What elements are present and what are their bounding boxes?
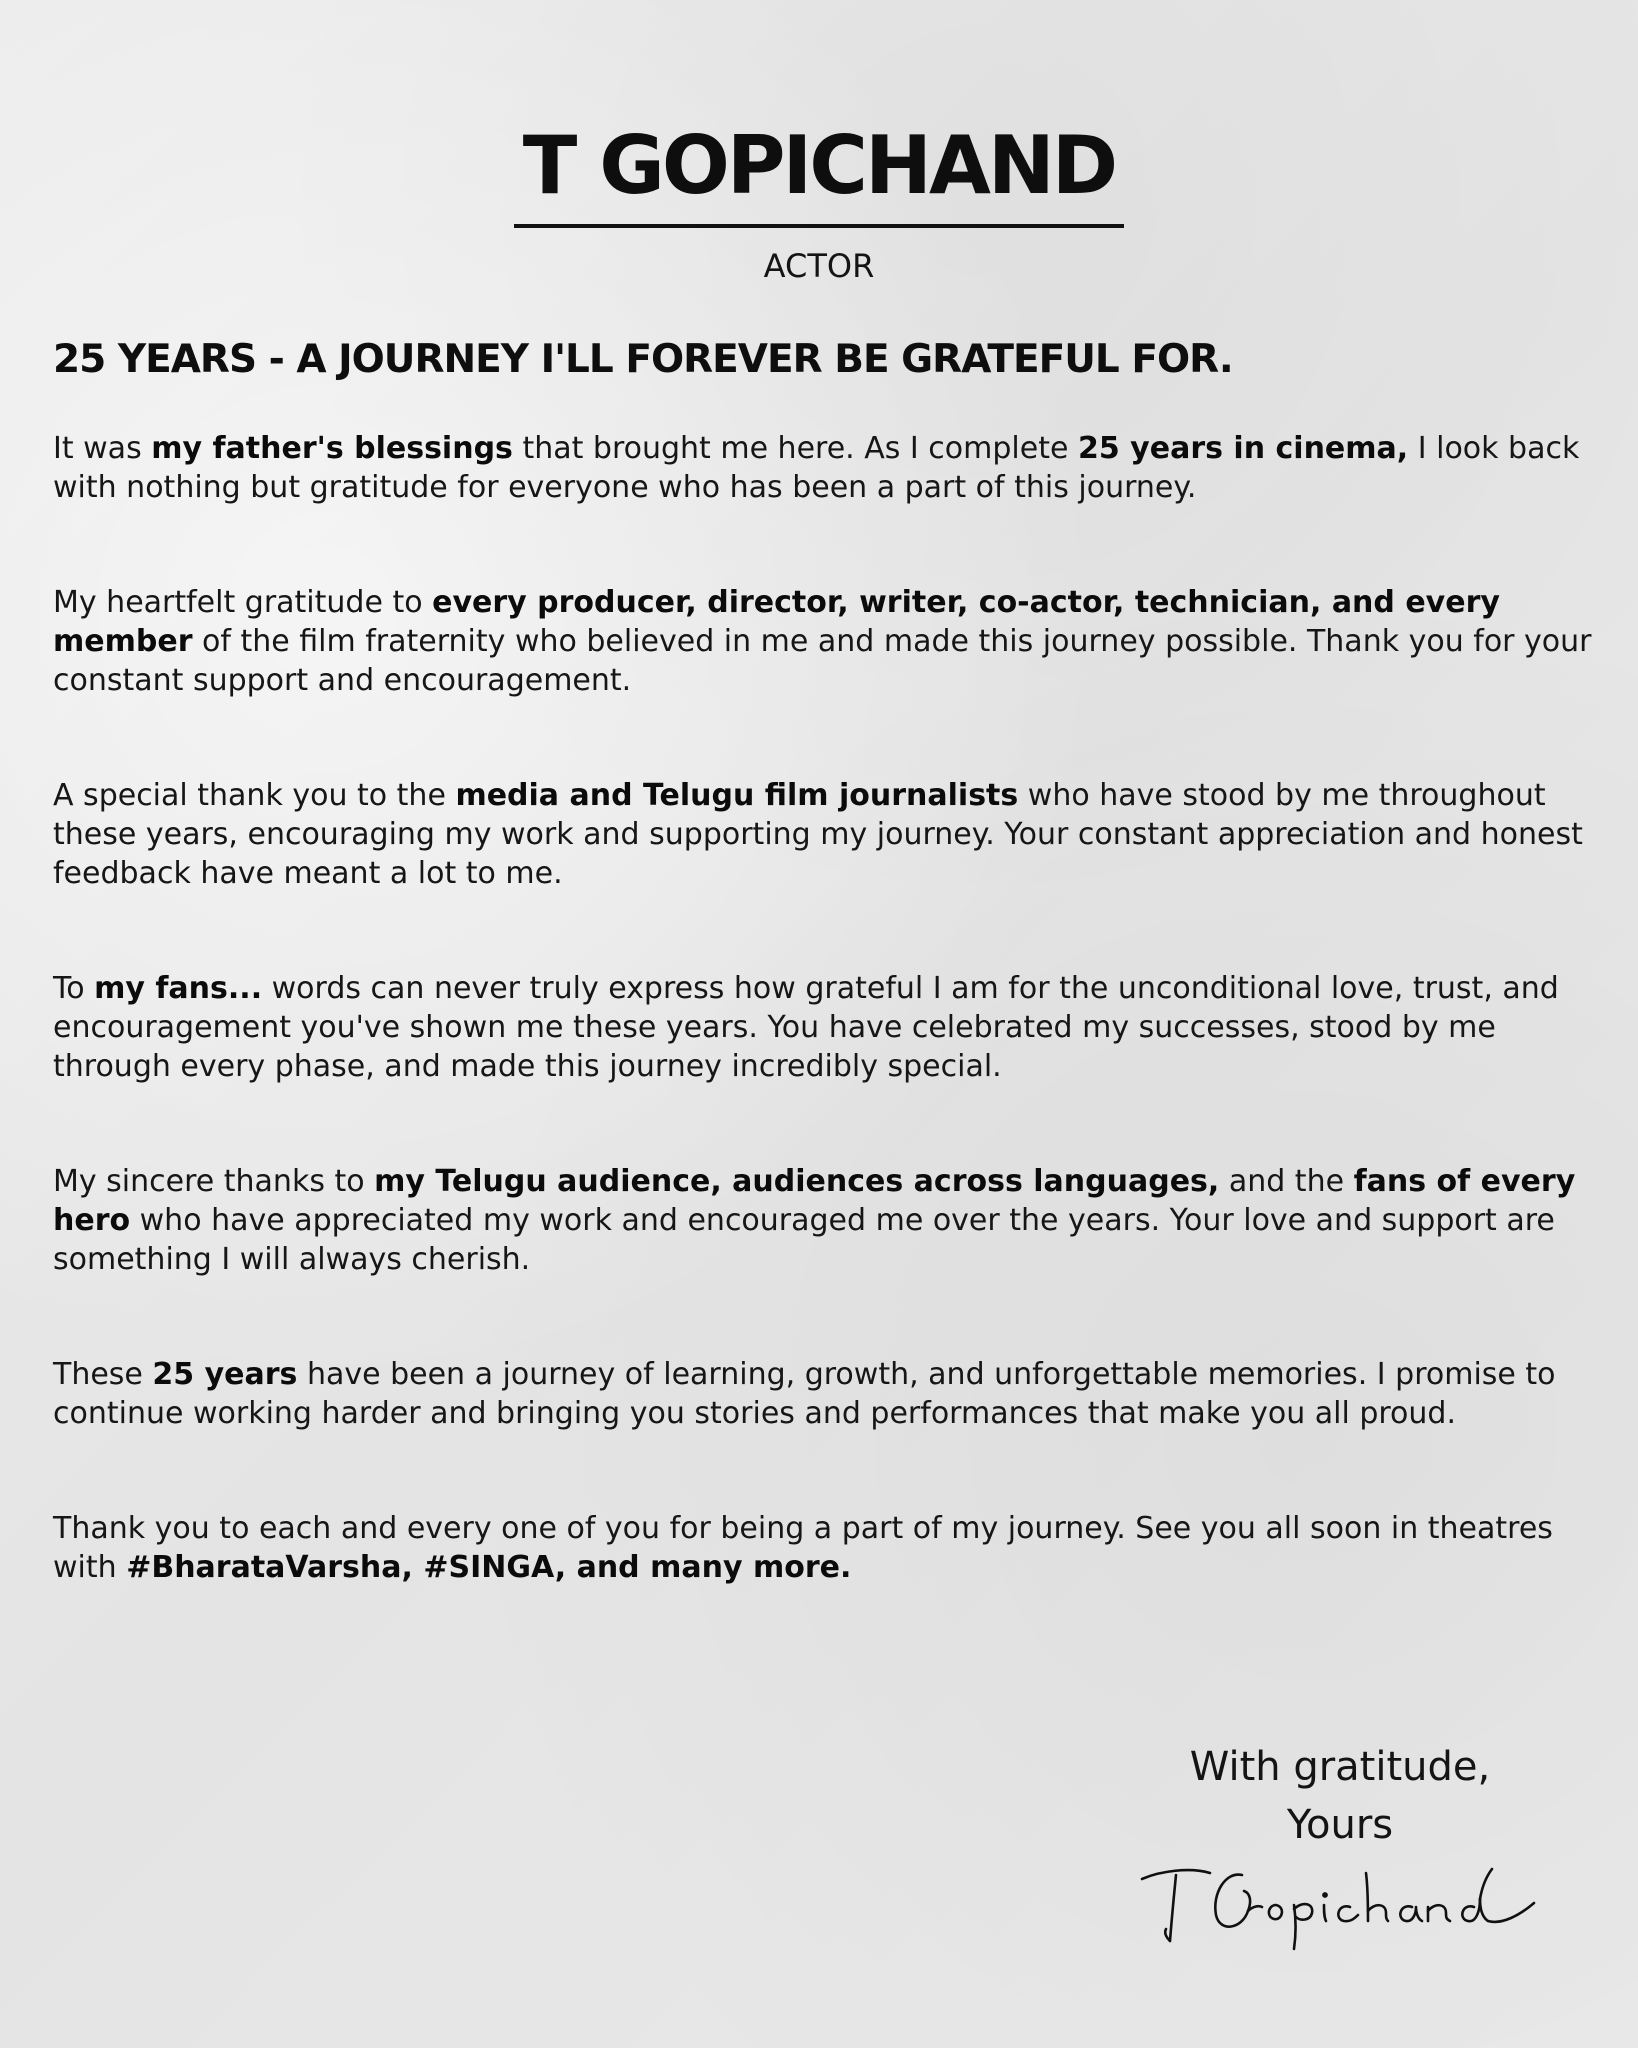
bold-text: #BharataVarsha, #SINGA, and many more. [126, 1550, 852, 1585]
paragraph [53, 1162, 1593, 1279]
text-segment: who have appreciated my work and encouraged me over the years. Your love and support are something I will always cherish. [53, 1203, 1555, 1277]
header-divider [514, 224, 1124, 228]
closing-line-yours: Yours [1286, 1802, 1394, 1848]
paragraph-list [53, 429, 1593, 1587]
text-segment: have been a journey of learning, growth, and unforgettable memories. I promise to continue working harder and bringing you stories and performances that make you all proud. [53, 1357, 1556, 1431]
text-segment: words can never truly express how grateful I am for the unconditional love, trust, and encouragement you've shown me these years. You have celebrated my successes, stood by me through every phase, and made this journey incredibly special. [53, 971, 1559, 1084]
paragraph [53, 1355, 1593, 1433]
text-segment: who have stood by me throughout these years, encouraging my work and supporting my journey. Your constant appreciation and honest feedback have meant a lot to me. [53, 778, 1583, 891]
author-name: T GOPICHAND [522, 119, 1116, 212]
paragraph [53, 583, 1593, 700]
text-segment: My sincere thanks to [53, 1164, 375, 1199]
text-segment: I look back with nothing but gratitude for everyone who has been a part of this journey. [53, 431, 1580, 505]
bold-text: 25 years [152, 1357, 298, 1392]
text-segment: Thank you to each and every one of you for being a part of my journey. See you all soon in theatres with [53, 1511, 1553, 1585]
text-segment: It was [53, 431, 152, 466]
author-role: ACTOR [763, 247, 875, 285]
closing-block [1130, 1738, 1550, 1854]
letter-body [53, 335, 1593, 1587]
closing-line-gratitude: With gratitude, [1189, 1744, 1491, 1790]
text-segment: of the film fraternity who believed in me and made this journey possible. Thank you for your constant support and encouragement. [53, 624, 1592, 698]
paragraph [53, 429, 1593, 507]
text-segment: My heartfelt gratitude to [53, 585, 433, 620]
bold-text: fans of every hero [53, 1164, 1576, 1238]
handwritten-signature [1130, 1845, 1550, 1955]
text-segment: A special thank you to the [53, 778, 456, 813]
bold-text: my father's blessings [151, 431, 513, 466]
text-segment: and the [1219, 1164, 1354, 1199]
bold-text: media and Telugu film journalists [455, 778, 1019, 813]
paragraph [53, 776, 1593, 893]
text-segment: that brought me here. As I complete [512, 431, 1078, 466]
text-segment: These [53, 1357, 153, 1392]
text-segment: To [53, 971, 95, 1006]
letter-header [0, 120, 1638, 286]
bold-text: my Telugu audience, audiences across languages, [374, 1164, 1220, 1199]
bold-text: every producer, director, writer, co-actor, technician, and every member [53, 585, 1500, 659]
bold-text: my fans... [94, 971, 263, 1006]
bold-text: 25 years in cinema, [1077, 431, 1409, 466]
paragraph [53, 969, 1593, 1086]
paragraph [53, 1509, 1593, 1587]
letter-headline: 25 YEARS - A JOURNEY I'LL FOREVER BE GRATEFUL FOR. [53, 337, 1233, 382]
